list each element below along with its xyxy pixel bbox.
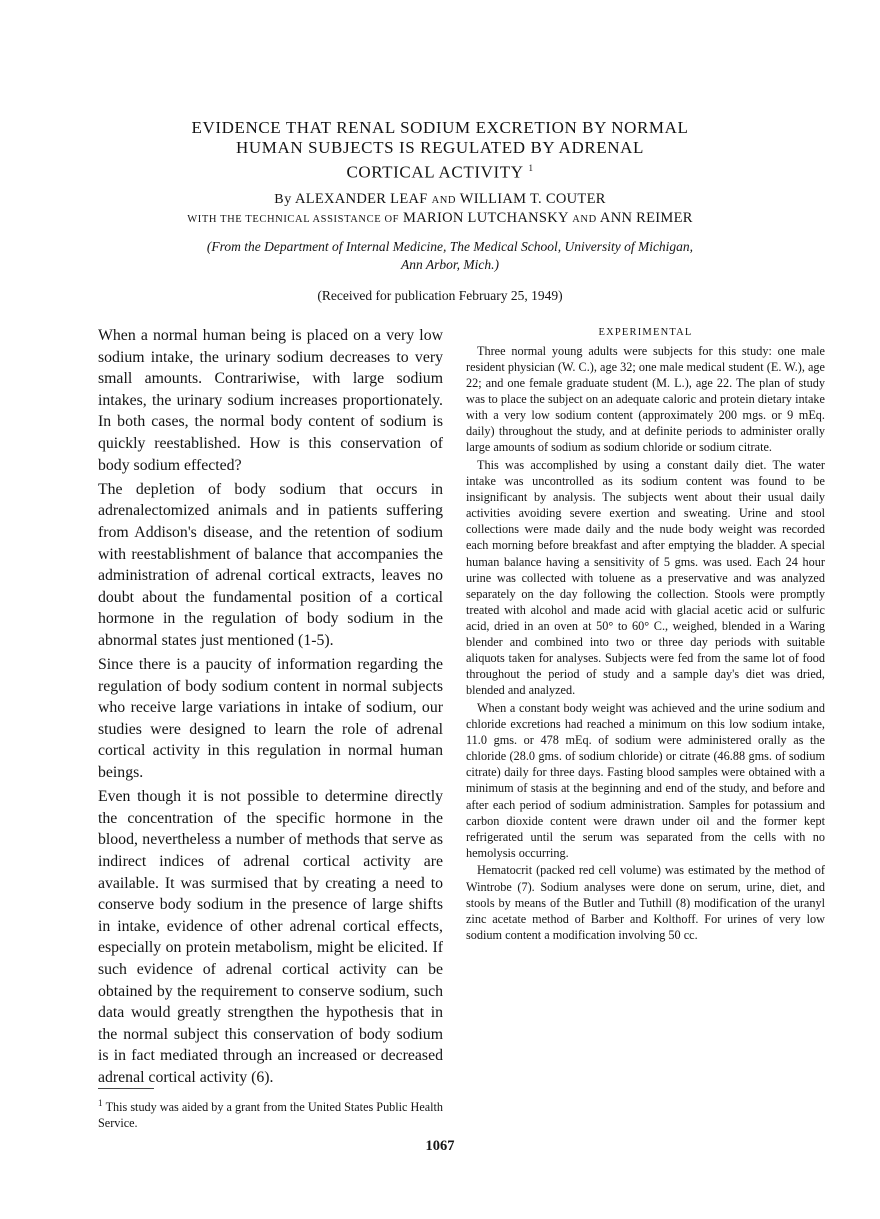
affiliation-line-1: (From the Department of Internal Medicine, The Medical School, University of Michigan, — [206, 239, 694, 254]
title-line-2: HUMAN SUBJECTS IS REGULATED BY ADRENAL — [236, 138, 644, 157]
title-line-1: EVIDENCE THAT RENAL SODIUM EXCRETION BY NORMAL — [191, 118, 689, 137]
page-number: 1067 — [425, 1138, 455, 1154]
footnote-marker: 1 — [98, 1098, 103, 1108]
intro-paragraph-4: Even though it is not possible to determine directly the concentration of the specific hormone in the blood, nevertheless a number of methods that serve as indirect indices of adrenal cortical activity are available. It was surmised that by creating a need to conserve body sodium in the presence of large shifts in intake, evidence of other adrenal cortical effects, especially on protein metabolism, might be elicited. If such evidence of adrenal cortical activity can be obtained by the requirement to conserve sodium, such data would greatly strengthen the hypothesis that in the normal subject this conservation of body sodium is in fact mediated through an increased or decreased adrenal cortical activity (6). — [98, 788, 443, 1086]
technical-assistance-line — [130, 209, 750, 229]
and-label-1: AND — [431, 195, 457, 206]
paper-title — [130, 118, 750, 183]
title-line-3: CORTICAL ACTIVITY $^1$ — [346, 162, 534, 182]
intro-paragraph-1: When a normal human being is placed on a very low sodium intake, the urinary sodium decreases to very small amounts. Contrariwise, with large sodium intakes, the urinary sodium increases proportionately. In both cases, the normal body content of sodium is quickly reestablished. How is this conservation of body sodium effected? — [98, 327, 443, 474]
experimental-paragraph-1: Three normal young adults were subjects for this study: one male resident physician (W. C.), age 32; one male medical student (E. W.), age 22; and one female graduate student (M. L.), age 22. The plan of study was to place the subject on an adequate caloric and protein dietary intake with a very low sodium content (approximately 200 mgs. or 9 mEq. daily) throughout the study, and at definite periods to administer orally large amounts of sodium as sodium chloride or sodium citrate. — [466, 343, 825, 455]
footnote — [98, 1095, 443, 1131]
experimental-paragraph-3: When a constant body weight was achieved and the urine sodium and chloride excretions had reached a minimum on this low sodium intake, 11.0 gms. or 478 mEq. of sodium were administered orally as the chloride (28.0 gms. of sodium chloride) or citrate (46.88 gms. of sodium citrate) daily for three days. Fasting blood samples were obtained with a minimum of stasis at the beginning and end of the study, and before and after each period of sodium administration. Samples for potassium and carbon dioxide content were drawn under oil and the former kept refrigerated until the serum was separated from the cells with no hemolysis occurring. — [466, 700, 825, 860]
author-line — [130, 190, 750, 210]
left-column — [98, 325, 443, 1091]
experimental-paragraph-2: This was accomplished by using a constant daily diet. The water intake was uncontrolled as its sodium content was found to be insignificant by analysis. The subjects went about their usual daily activities avoiding severe exertion and sweating. Urine and stool collections were made daily and the nude body weight was recorded each morning before breakfast and after emptying the bladder. A special human balance having a sensitivity of 5 gms. was used. Each 24 hour urine was collected with toluene as a preservative and was analyzed separately on the day following the collection. Stools were promptly treated with alcohol and made acid with glacial acetic acid or sulfuric acid, dried in an oven at 50° to 60° C., weighed, blended in a Waring blender and combined into two or three day periods with suitable aliquots taken for analyses. Subjects were fed from the same lot of food throughout the period of study and a sample day's diet was dried, blended and analyzed. — [466, 457, 825, 698]
affiliation — [150, 238, 750, 274]
assistant-2: ANN REIMER — [599, 210, 693, 226]
assistant-1: MARION LUTCHANSKY — [403, 210, 569, 226]
received-date: (Received for publication February 25, 1949) — [317, 288, 563, 303]
intro-paragraph-3: Since there is a paucity of information regarding the regulation of body sodium content in normal subjects who receive large variations in intake of sodium, our studies were designed to learn the role of adrenal cortical activity in this regulation in normal human beings. — [98, 656, 443, 782]
footnote-text: This study was aided by a grant from the United States Public Health Service. — [98, 1100, 444, 1131]
affiliation-line-2: Ann Arbor, Mich.) — [401, 257, 499, 272]
section-heading-experimental: EXPERIMENTAL — [598, 327, 693, 338]
by-label: By — [274, 192, 292, 207]
title-footnote-marker: 1 — [528, 163, 534, 173]
right-column — [466, 325, 825, 945]
author-1: ALEXANDER LEAF — [294, 191, 428, 207]
footnote-divider — [98, 1088, 154, 1089]
author-2: WILLIAM T. COUTER — [459, 191, 606, 207]
experimental-paragraph-4: Hematocrit (packed red cell volume) was estimated by the method of Wintrobe (7). Sodium analyses were done on serum, urine, diet, and stools by means of the Butler and Tuthill (8) modification of the uranyl zinc acetate method of Barber and Kolthoff. For urines of very low sodium content a modification involving 50 cc. — [466, 863, 825, 942]
intro-paragraph-2: The depletion of body sodium that occurs in adrenalectomized animals and in patients suffering from Addison's disease, and the retention of sodium with reestablishment of balance that accompanies the administration of adrenal cortical extracts, leaves no doubt about the fundamental position of a cortical hormone in the regulation of body sodium in the abnormal states just mentioned (1-5). — [98, 480, 443, 649]
and-label-2: AND — [572, 214, 597, 225]
assistance-phrase: WITH THE TECHNICAL ASSISTANCE OF — [187, 214, 400, 225]
